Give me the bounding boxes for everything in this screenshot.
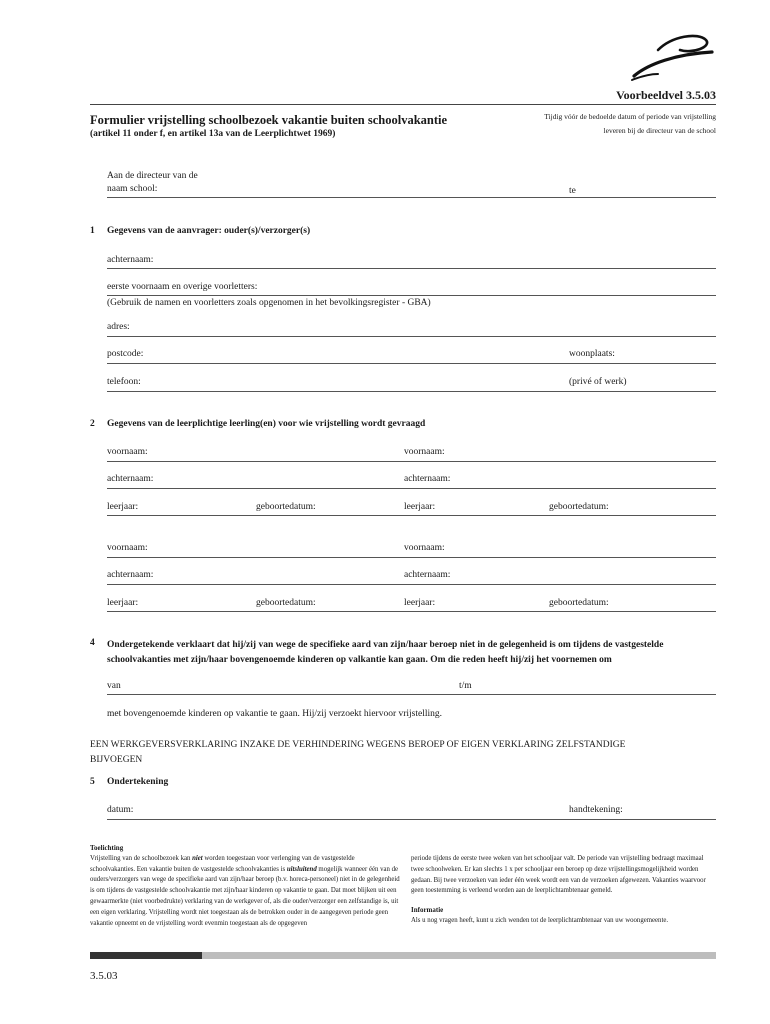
phone-note: (privé of werk) [569, 377, 627, 387]
child-1-firstname-label: voornaam: [107, 447, 148, 457]
section-5-number: 5 [90, 777, 95, 787]
form-reference: Voorbeeldvel 3.5.03 [616, 88, 716, 102]
header-rule [90, 104, 716, 105]
emphasis-niet: niet [192, 854, 203, 862]
applicant-firstname-label: eerste voornaam en overige voorletters: [107, 282, 258, 292]
section-4-number: 4 [90, 638, 95, 648]
signature-label: handtekening: [569, 805, 623, 815]
explanation-part-2: worden toegestaan voor verlenging van de vastgestelde schoolvakanties. Een vakantie buiten de vastgestelde schoolvakanties is [90, 854, 355, 873]
child-2-surname-label: achternaam: [404, 474, 451, 484]
phone-label: telefoon: [107, 377, 141, 387]
explanation-part-3: mogelijk wanneer één van de ouders/verzorgers van wege de specifieke aard van zijn/haar beroep (b.v. horeca-personeel) niet in de gelegenheid is om tijdens de vastgestelde schoolvakantie met zijn/haar kinderen op vakantie te gaan. Dat moet blijken uit een gewaarmerkte (niet voorbedrukte) verklaring van de werkgever of, als die ouder/verzorger een zelfstandige is, uit een eigen verklaring. Vrijstelling wordt niet toegestaan als de betrokken ouder in de aangegeven periode geen vakantie opneemt en de vrijstelling wordt evenmin toegestaan als de opgegeven [90, 865, 400, 927]
declaration-text: Ondergetekende verklaart dat hij/zij van wege de specifieke aard van zijn/haar beroep niet in de gelegenheid is om tijdens de vastgestelde schoolvakanties met zijn/haar bovengenoemde kinderen op valkantie kan gaan. Om die reden heeft hij/zij het voornemen om [107, 640, 664, 665]
school-name-label: naam school: [107, 184, 158, 194]
child-grade-dob-field[interactable] [107, 515, 716, 516]
deadline-line-2: leveren bij de directeur van de school [603, 126, 716, 135]
deadline-line-1: Tijdig vóór de bedoelde datum of periode van vrijstelling [544, 112, 716, 121]
page-number: 3.5.03 [90, 970, 118, 982]
school-name-field[interactable] [107, 197, 716, 198]
applicant-firstname-field[interactable] [107, 295, 716, 296]
employer-statement-note: EEN WERKGEVERSVERKLARING INZAKE DE VERHINDERING WEGENS BEROEP OF EIGEN VERKLARING ZELFSTANDIGE BIJVOEGEN [90, 740, 626, 765]
explanation-title: Toelichting [90, 844, 124, 852]
explanation-right [411, 854, 716, 927]
child-4-dob-label: geboortedatum: [549, 598, 609, 608]
applicant-surname-field[interactable] [107, 268, 716, 269]
gba-hint: (Gebruik de namen en voorletters zoals opgenomen in het bevolkingsregister - GBA) [107, 298, 431, 308]
child-3-surname-label: achternaam: [107, 570, 154, 580]
section-2-number: 2 [90, 419, 95, 429]
period-from-label: van [107, 681, 121, 691]
section-2-title: Gegevens van de leerplichtige leerling(en) voor wie vrijstelling wordt gevraagd [107, 419, 426, 429]
child-firstname-field[interactable] [107, 461, 716, 462]
footer-bar-light [202, 952, 716, 959]
applicant-surname-label: achternaam: [107, 255, 154, 265]
date-signature-field[interactable] [107, 819, 716, 820]
section-1-number: 1 [90, 226, 95, 236]
child-1-surname-label: achternaam: [107, 474, 154, 484]
emphasis-uitsluitend: uitsluitend [286, 865, 317, 873]
child-1-dob-label: geboortedatum: [256, 502, 316, 512]
address-field[interactable] [107, 336, 716, 337]
child-1-grade-label: leerjaar: [107, 502, 139, 512]
explanation-left [90, 843, 400, 929]
form-title: Formulier vrijstelling schoolbezoek vakantie buiten schoolvakantie [90, 113, 448, 127]
info-title: Informatie [411, 906, 444, 915]
child-2-dob-label: geboortedatum: [549, 502, 609, 512]
child-3-firstname-label: voornaam: [107, 543, 148, 553]
child-4-firstname-label: voornaam: [404, 543, 445, 553]
section-5-title: Ondertekening [107, 777, 169, 787]
postcode-label: postcode: [107, 349, 144, 359]
city-label: woonplaats: [569, 349, 615, 359]
address-label: adres: [107, 322, 130, 332]
logo-swoosh-icon [628, 30, 716, 82]
section-1-title: Gegevens van de aanvrager: ouder(s)/verzorger(s) [107, 226, 311, 236]
phone-field[interactable] [107, 391, 716, 392]
footer-bar-dark [90, 952, 202, 959]
child-firstname-field-2[interactable] [107, 557, 716, 558]
school-place-label: te [569, 186, 576, 196]
declaration-closing: met bovengenoemde kinderen op vakantie te gaan. Hij/zij verzoekt hiervoor vrijstelling. [107, 709, 443, 719]
child-2-grade-label: leerjaar: [404, 502, 436, 512]
recipient-label: Aan de directeur van de [107, 171, 198, 181]
child-surname-field[interactable] [107, 488, 716, 489]
explanation-text-left [90, 854, 400, 930]
deadline-note [516, 110, 716, 138]
date-label: datum: [107, 805, 134, 815]
child-grade-dob-field-2[interactable] [107, 611, 716, 612]
explanation-part-1: Vrijstelling van de schoolbezoek kan [90, 854, 193, 862]
child-4-surname-label: achternaam: [404, 570, 451, 580]
postcode-city-field[interactable] [107, 363, 716, 364]
period-to-label: t/m [459, 681, 472, 691]
child-3-dob-label: geboortedatum: [256, 598, 316, 608]
explanation-text-right: periode tijdens de eerste twee weken van het schooljaar valt. De periode van vrijstelling bedraagt maximaal twee schoolweken. Er kan slechts 1 x per schooljaar een beroep op deze vrijstellingsmogelijkheid worden gedaan. Bij twee verzoeken van ieder één week wordt een van de verzoeken afgewezen. Vakanties waarvoor geen toestemming is verleend worden aan de leerplichtambtenaar gemeld. [411, 855, 706, 895]
child-3-grade-label: leerjaar: [107, 598, 139, 608]
child-2-firstname-label: voornaam: [404, 447, 445, 457]
form-subtitle: (artikel 11 onder f, en artikel 13a van de Leerplichtwet 1969) [90, 129, 336, 139]
child-4-grade-label: leerjaar: [404, 598, 436, 608]
child-surname-field-2[interactable] [107, 584, 716, 585]
period-field[interactable] [107, 694, 716, 695]
info-text: Als u nog vragen heeft, kunt u zich wenden tot de leerplichtambtenaar van uw woongemeente. [411, 916, 669, 924]
